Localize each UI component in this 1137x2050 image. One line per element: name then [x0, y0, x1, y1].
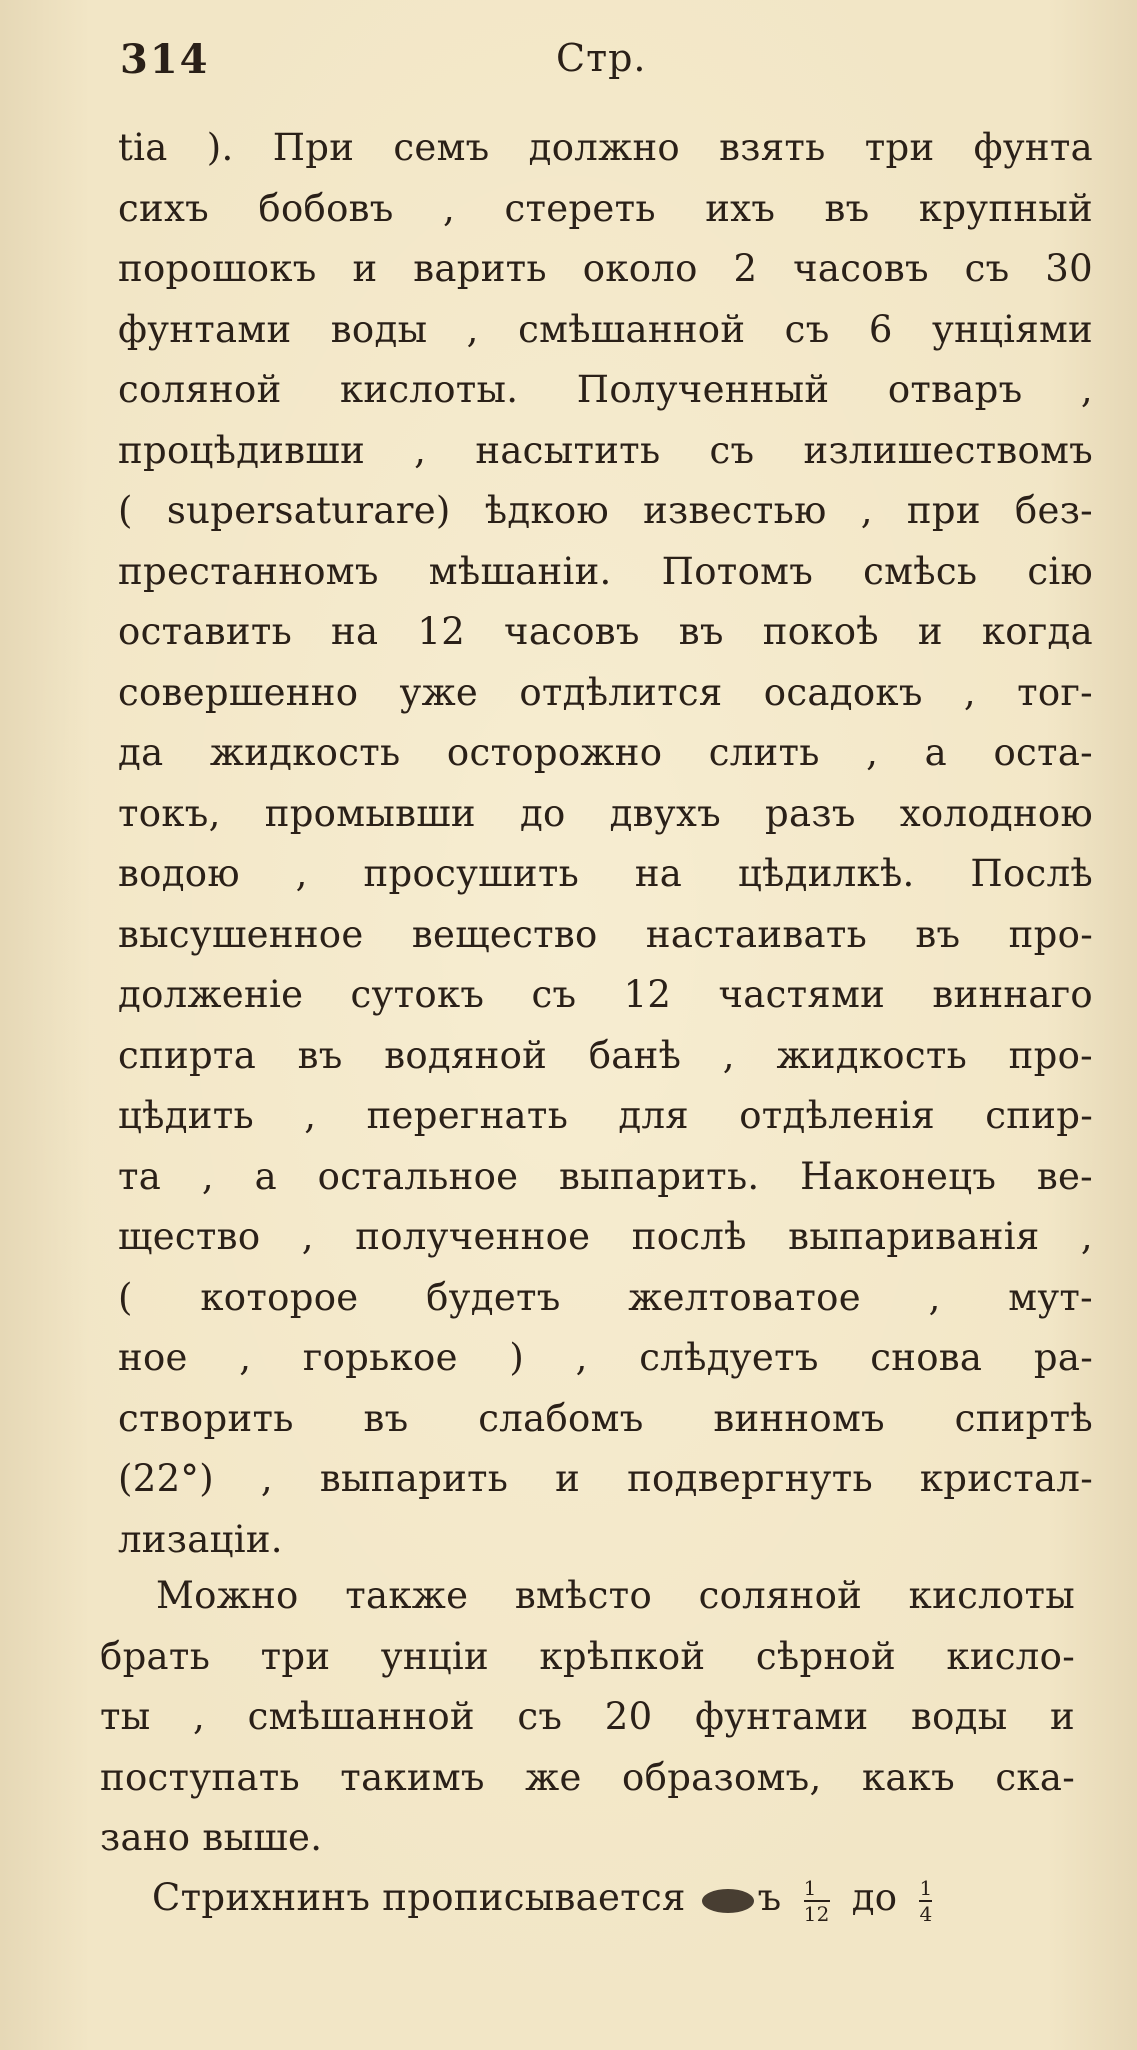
text-line: оставить на 12 часовъ въ покоѣ и когда [118, 610, 1093, 653]
fraction [919, 1875, 933, 1926]
page-header [0, 36, 1137, 96]
text-line: спирта въ водяной банѣ , жидкость про- [118, 1033, 1093, 1077]
paragraph-1 [118, 118, 1093, 1570]
text-line: ( которое будетъ желтоватое , мут- [118, 1275, 1093, 1319]
text-line: створить въ слабомъ винномъ спиртѣ [118, 1396, 1093, 1440]
text-line: процѣдивши , насытить съ излишествомъ [118, 428, 1093, 472]
text-line: цѣдить , перегнать для отдѣленія спир- [118, 1094, 1093, 1137]
page-number: 314 [120, 36, 210, 83]
text-line: токъ, промывши до двухъ разъ холодною [118, 791, 1093, 835]
fraction-denominator: 12 [803, 1901, 830, 1926]
text-line: фунтами воды , смѣшанной съ 6 унціями [118, 307, 1093, 351]
fraction [803, 1875, 830, 1926]
text-line: лизаціи. [118, 1517, 283, 1561]
fraction-numerator: 1 [919, 1875, 933, 1900]
text-line: (22°) , выпарить и подвергнуть кристал- [118, 1457, 1093, 1500]
text-line: порошокъ и варить около 2 часовъ съ 30 [118, 247, 1093, 290]
text-line: водою , просушить на цѣдилкѣ. Послѣ [118, 852, 1093, 895]
text-fragment: Стрихнинъ прописывается [152, 1876, 686, 1919]
text-line: брать три унціи крѣпкой сѣрной кисло- [100, 1634, 1075, 1678]
paragraph-2 [100, 1566, 1075, 1869]
fraction-numerator: 1 [803, 1875, 817, 1900]
running-head: Стр. [556, 36, 647, 80]
text-line: та , а остальное выпарить. Наконецъ ве- [118, 1154, 1093, 1198]
text-line: поступать такимъ же образомъ, какъ ска- [100, 1755, 1075, 1799]
paragraph-3 [100, 1868, 1075, 1929]
text-line: Можно также вмѣсто соляной кислоты [156, 1574, 1075, 1617]
fraction-denominator: 4 [919, 1901, 933, 1926]
ink-smudge-icon [702, 1889, 754, 1913]
text-line: да жидкость осторожно слить , а оста- [118, 731, 1093, 774]
text-fragment: до [851, 1876, 898, 1919]
text-line: ты , смѣшанной съ 20 фунтами воды и [100, 1695, 1075, 1738]
text-line: щество , полученное послѣ выпариванія , [118, 1215, 1093, 1258]
text-line: долженіе сутокъ съ 12 частями виннаго [118, 973, 1093, 1016]
text-line: зано выше. [100, 1816, 323, 1859]
text-line: ( supersaturare) ѣдкою известью , при без- [118, 489, 1093, 532]
text-fragment: ъ [757, 1876, 782, 1919]
text-line: совершенно уже отдѣлится осадокъ , тог- [118, 670, 1093, 714]
text-line: высушенное вещество настаивать въ про- [118, 912, 1093, 956]
text-line: сихъ бобовъ , стереть ихъ въ крупный [118, 186, 1093, 230]
text-line: ное , горькое ) , слѣдуетъ снова ра- [118, 1336, 1093, 1379]
text-line: tia ). При семъ должно взять три фунта [118, 126, 1093, 169]
text-line: соляной кислоты. Полученный отваръ , [118, 368, 1093, 411]
text-line [100, 1868, 1075, 1929]
text-line: престанномъ мѣшаніи. Потомъ смѣсь сію [118, 549, 1093, 593]
